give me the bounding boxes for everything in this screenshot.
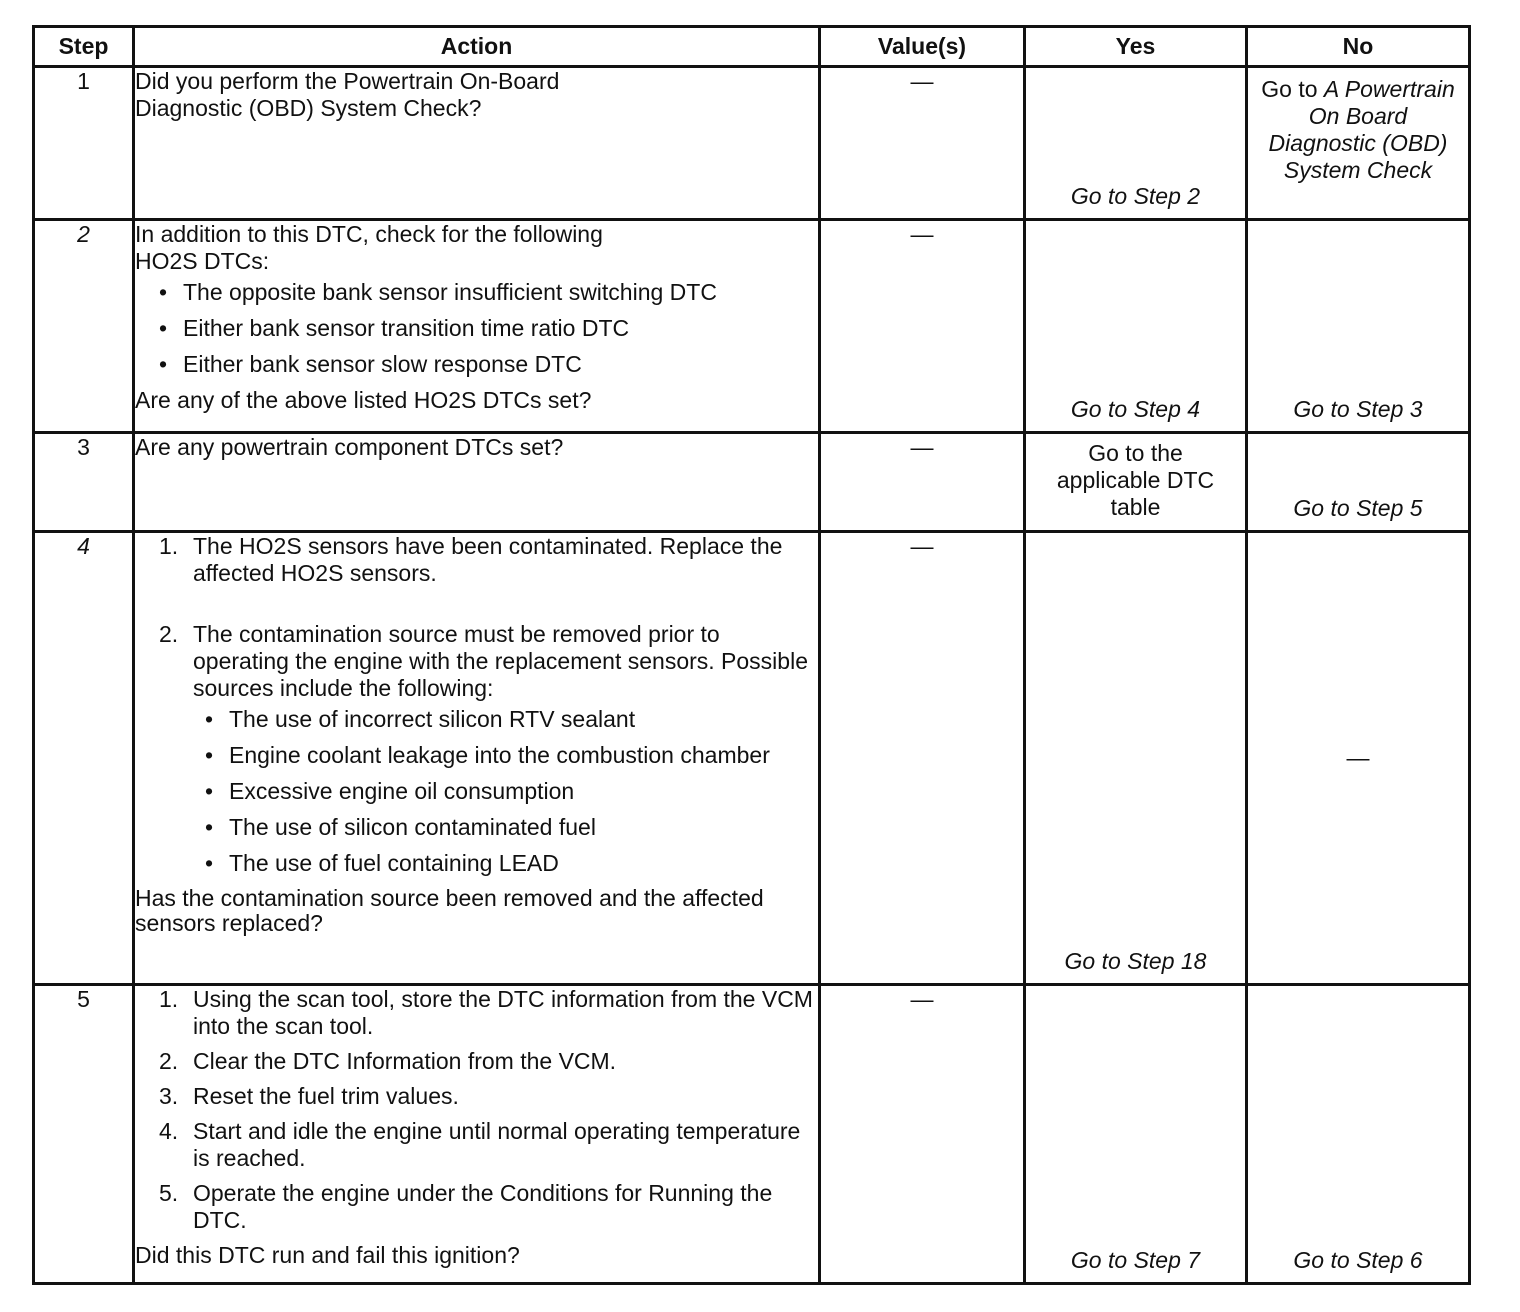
yes-cell (1025, 985, 1247, 1284)
no-action: Go to A Powertrain On Board Diagnostic (OBD) System Check (1261, 76, 1455, 183)
yes-action: Go to the applicable DTC table (1056, 440, 1215, 520)
list-item: • Either bank sensor transition time ratio DTC (135, 315, 818, 342)
no-action: Go to Step 6 (1293, 1247, 1423, 1273)
no-action-reference: A Powertrain On Board Diagnostic (OBD) System Check (1268, 76, 1455, 183)
list-item: • The opposite bank sensor insufficient switching DTC (135, 279, 818, 306)
header-row (34, 27, 1470, 67)
dtc-list (135, 279, 818, 378)
action-cell (134, 433, 820, 532)
value-cell (820, 532, 1025, 985)
list-item: • Either bank sensor slow response DTC (135, 351, 818, 378)
action-cell (134, 532, 820, 985)
action-cell (134, 67, 820, 220)
procedure-list (135, 533, 818, 587)
list-item: 1. The HO2S sensors have been contaminated. Replace the affected HO2S sensors. (159, 533, 783, 586)
table-row-step-4 (34, 532, 1470, 985)
action-question: Are any powertrain component DTCs set? (135, 434, 564, 460)
no-action: Go to Step 5 (1293, 495, 1423, 521)
procedure-list (135, 621, 818, 702)
table-row-step-3 (34, 433, 1470, 532)
value-dash: — (910, 533, 934, 559)
step-number: 3 (34, 433, 134, 532)
list-item: 2. The contamination source must be removed prior to operating the engine with the replacement sensors. Possible sources include the following: (159, 621, 808, 701)
yes-cell (1025, 433, 1247, 532)
no-cell (1247, 985, 1470, 1284)
value-dash: — (910, 986, 934, 1012)
yes-action: Go to Step 2 (1070, 183, 1201, 209)
header-action: Action (134, 27, 820, 67)
action-question: Did this DTC run and fail this ignition? (135, 1242, 520, 1268)
action-line: In addition to this DTC, check for the following (135, 221, 603, 247)
action-question: Are any of the above listed HO2S DTCs set? (135, 387, 592, 413)
list-item: • Engine coolant leakage into the combustion chamber (135, 742, 818, 769)
value-dash: — (910, 434, 934, 460)
yes-action: Go to Step 7 (1070, 1247, 1201, 1273)
step-number: 4 (34, 532, 134, 985)
table-row-step-5 (34, 985, 1470, 1284)
list-item: • The use of incorrect silicon RTV sealant (135, 706, 818, 733)
diagnostic-table (32, 25, 1471, 1285)
step-number: 5 (34, 985, 134, 1284)
no-cell (1247, 433, 1470, 532)
no-action: Go to Step 3 (1293, 396, 1423, 422)
list-item: 5. Operate the engine under the Conditions for Running the DTC. (159, 1180, 773, 1233)
value-cell (820, 433, 1025, 532)
list-item: • Excessive engine oil consumption (135, 778, 818, 805)
step-number: 2 (34, 220, 134, 433)
value-dash: — (910, 221, 934, 247)
list-item: • The use of silicon contaminated fuel (135, 814, 818, 841)
action-line: HO2S DTCs: (135, 248, 270, 274)
action-line: Did you perform the Powertrain On-Board (135, 68, 560, 94)
action-cell (134, 985, 820, 1284)
step-number: 1 (34, 67, 134, 220)
yes-cell (1025, 67, 1247, 220)
list-item: 2. Clear the DTC Information from the VCM. (159, 1048, 617, 1074)
yes-cell (1025, 220, 1247, 433)
table-row-step-2 (34, 220, 1470, 433)
no-cell (1247, 532, 1470, 985)
list-item: 4. Start and idle the engine until normal operating temperature is reached. (159, 1118, 801, 1171)
source-list (135, 706, 818, 877)
value-cell (820, 67, 1025, 220)
yes-cell (1025, 532, 1247, 985)
value-cell (820, 220, 1025, 433)
no-cell (1247, 67, 1470, 220)
value-dash: — (910, 68, 934, 94)
action-line: Diagnostic (OBD) System Check? (135, 95, 482, 121)
yes-action: Go to Step 4 (1070, 396, 1201, 422)
header-values: Value(s) (820, 27, 1025, 67)
action-cell (134, 220, 820, 433)
list-item: • The use of fuel containing LEAD (135, 850, 818, 877)
no-action: — (1346, 744, 1370, 771)
procedure-list (135, 986, 818, 1234)
header-step: Step (34, 27, 134, 67)
header-yes: Yes (1025, 27, 1247, 67)
action-question: Has the contamination source been removed and the affected sensors replaced? (135, 885, 764, 936)
yes-action: Go to Step 18 (1064, 948, 1207, 974)
list-item: 3. Reset the fuel trim values. (159, 1083, 459, 1109)
no-cell (1247, 220, 1470, 433)
list-item: 1. Using the scan tool, store the DTC information from the VCM into the scan tool. (159, 986, 813, 1039)
table-row-step-1 (34, 67, 1470, 220)
header-no: No (1247, 27, 1470, 67)
value-cell (820, 985, 1025, 1284)
